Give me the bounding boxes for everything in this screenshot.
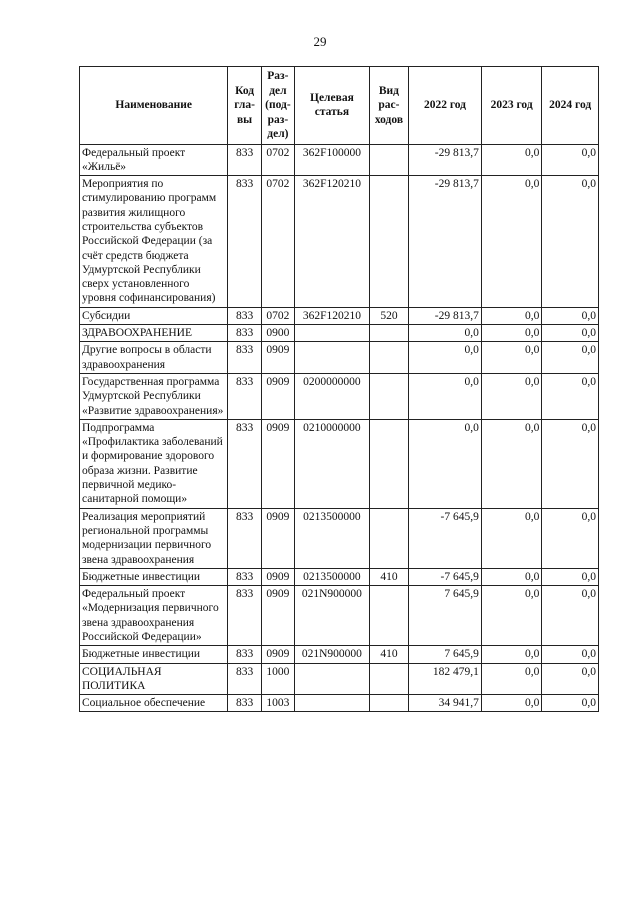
cell-section: 1003	[261, 695, 294, 712]
cell-y2022: 0,0	[409, 325, 482, 342]
cell-vid: 520	[369, 307, 408, 324]
cell-code: 833	[228, 325, 261, 342]
header-vid: Вид рас- ходов	[369, 67, 408, 145]
table-row	[80, 695, 599, 712]
cell-target: 362F100000	[295, 144, 370, 176]
cell-y2024: 0,0	[542, 508, 599, 568]
cell-name: Реализация мероприятий региональной программы модернизации первичного звена здравоохранения	[80, 508, 228, 568]
cell-y2022: -29 813,7	[409, 176, 482, 308]
cell-y2022: 0,0	[409, 373, 482, 419]
table-row	[80, 373, 599, 419]
table-row	[80, 419, 599, 508]
cell-y2022: 0,0	[409, 419, 482, 508]
cell-name: Другие вопросы в области здравоохранения	[80, 342, 228, 374]
cell-y2024: 0,0	[542, 176, 599, 308]
cell-y2024: 0,0	[542, 325, 599, 342]
cell-name: Бюджетные инвестиции	[80, 646, 228, 663]
cell-y2022: -29 813,7	[409, 144, 482, 176]
table-row	[80, 176, 599, 308]
cell-y2024: 0,0	[542, 695, 599, 712]
cell-section: 0909	[261, 373, 294, 419]
cell-name: Мероприятия по стимулированию программ развития жилищного строительства субъектов Российской Федерации (за счёт средств бюджета Удмуртской Республики сверх установленного уровня софинансирования)	[80, 176, 228, 308]
cell-code: 833	[228, 663, 261, 695]
header-target: Целевая статья	[295, 67, 370, 145]
cell-section: 0909	[261, 419, 294, 508]
cell-code: 833	[228, 646, 261, 663]
cell-code: 833	[228, 695, 261, 712]
header-row	[80, 67, 599, 145]
cell-y2024: 0,0	[542, 663, 599, 695]
cell-target: 362F120210	[295, 176, 370, 308]
cell-section: 0900	[261, 325, 294, 342]
cell-section: 0909	[261, 646, 294, 663]
cell-section: 0909	[261, 342, 294, 374]
cell-section: 0702	[261, 176, 294, 308]
cell-y2022: -29 813,7	[409, 307, 482, 324]
cell-y2022: -7 645,9	[409, 568, 482, 585]
cell-code: 833	[228, 373, 261, 419]
cell-code: 833	[228, 307, 261, 324]
header-name: Наименование	[80, 67, 228, 145]
cell-vid: 410	[369, 646, 408, 663]
header-2024: 2024 год	[542, 67, 599, 145]
cell-vid	[369, 144, 408, 176]
cell-section: 0909	[261, 568, 294, 585]
cell-name: Подпрограмма «Профилактика заболеваний и формирование здорового образа жизни. Развитие первичной медико-санитарной помощи»	[80, 419, 228, 508]
cell-vid	[369, 176, 408, 308]
cell-name: Государственная программа Удмуртской Республики «Развитие здравоохранения»	[80, 373, 228, 419]
budget-table	[79, 66, 599, 712]
cell-y2023: 0,0	[481, 307, 542, 324]
table-row	[80, 307, 599, 324]
header-2022: 2022 год	[409, 67, 482, 145]
cell-target: 021N900000	[295, 586, 370, 646]
cell-y2022: 182 479,1	[409, 663, 482, 695]
cell-name: Федеральный проект «Жильё»	[80, 144, 228, 176]
cell-y2024: 0,0	[542, 307, 599, 324]
cell-target: 0210000000	[295, 419, 370, 508]
cell-y2022: 7 645,9	[409, 646, 482, 663]
cell-code: 833	[228, 586, 261, 646]
cell-y2023: 0,0	[481, 419, 542, 508]
cell-code: 833	[228, 144, 261, 176]
cell-section: 0702	[261, 307, 294, 324]
cell-y2023: 0,0	[481, 342, 542, 374]
cell-name: Бюджетные инвестиции	[80, 568, 228, 585]
header-2023: 2023 год	[481, 67, 542, 145]
cell-vid: 410	[369, 568, 408, 585]
cell-y2024: 0,0	[542, 568, 599, 585]
cell-y2022: -7 645,9	[409, 508, 482, 568]
cell-y2024: 0,0	[542, 342, 599, 374]
cell-section: 0909	[261, 508, 294, 568]
cell-y2024: 0,0	[542, 646, 599, 663]
cell-name: Социальное обеспечение	[80, 695, 228, 712]
cell-vid	[369, 325, 408, 342]
cell-y2024: 0,0	[542, 419, 599, 508]
cell-section: 0909	[261, 586, 294, 646]
table-row	[80, 663, 599, 695]
cell-vid	[369, 508, 408, 568]
cell-target: 0200000000	[295, 373, 370, 419]
cell-y2023: 0,0	[481, 508, 542, 568]
table-row	[80, 646, 599, 663]
table-row	[80, 508, 599, 568]
table-row	[80, 144, 599, 176]
cell-name: Субсидии	[80, 307, 228, 324]
cell-target	[295, 695, 370, 712]
table-row	[80, 586, 599, 646]
cell-name: Федеральный проект «Модернизация первичного звена здравоохранения Российской Федерации»	[80, 586, 228, 646]
cell-name: ЗДРАВООХРАНЕНИЕ	[80, 325, 228, 342]
cell-target: 362F120210	[295, 307, 370, 324]
cell-vid	[369, 663, 408, 695]
cell-y2023: 0,0	[481, 568, 542, 585]
page-number: 29	[313, 34, 327, 49]
header-code: Код гла- вы	[228, 67, 261, 145]
cell-code: 833	[228, 508, 261, 568]
cell-y2023: 0,0	[481, 176, 542, 308]
cell-y2024: 0,0	[542, 144, 599, 176]
cell-y2023: 0,0	[481, 695, 542, 712]
table-row	[80, 342, 599, 374]
cell-y2024: 0,0	[542, 373, 599, 419]
table-row	[80, 568, 599, 585]
cell-code: 833	[228, 342, 261, 374]
cell-name: СОЦИАЛЬНАЯ ПОЛИТИКА	[80, 663, 228, 695]
cell-code: 833	[228, 419, 261, 508]
cell-vid	[369, 342, 408, 374]
cell-target	[295, 663, 370, 695]
cell-target: 021N900000	[295, 646, 370, 663]
cell-target	[295, 325, 370, 342]
cell-y2023: 0,0	[481, 373, 542, 419]
cell-y2023: 0,0	[481, 144, 542, 176]
cell-target	[295, 342, 370, 374]
cell-y2022: 34 941,7	[409, 695, 482, 712]
cell-code: 833	[228, 176, 261, 308]
cell-section: 0702	[261, 144, 294, 176]
header-section: Раз- дел (под- раз- дел)	[261, 67, 294, 145]
table-row	[80, 325, 599, 342]
cell-vid	[369, 695, 408, 712]
cell-vid	[369, 586, 408, 646]
cell-y2023: 0,0	[481, 586, 542, 646]
table-body	[80, 144, 599, 712]
cell-y2023: 0,0	[481, 663, 542, 695]
cell-target: 0213500000	[295, 568, 370, 585]
cell-y2023: 0,0	[481, 646, 542, 663]
cell-section: 1000	[261, 663, 294, 695]
cell-vid	[369, 419, 408, 508]
cell-vid	[369, 373, 408, 419]
cell-y2024: 0,0	[542, 586, 599, 646]
cell-code: 833	[228, 568, 261, 585]
cell-y2023: 0,0	[481, 325, 542, 342]
cell-y2022: 0,0	[409, 342, 482, 374]
cell-target: 0213500000	[295, 508, 370, 568]
cell-y2022: 7 645,9	[409, 586, 482, 646]
